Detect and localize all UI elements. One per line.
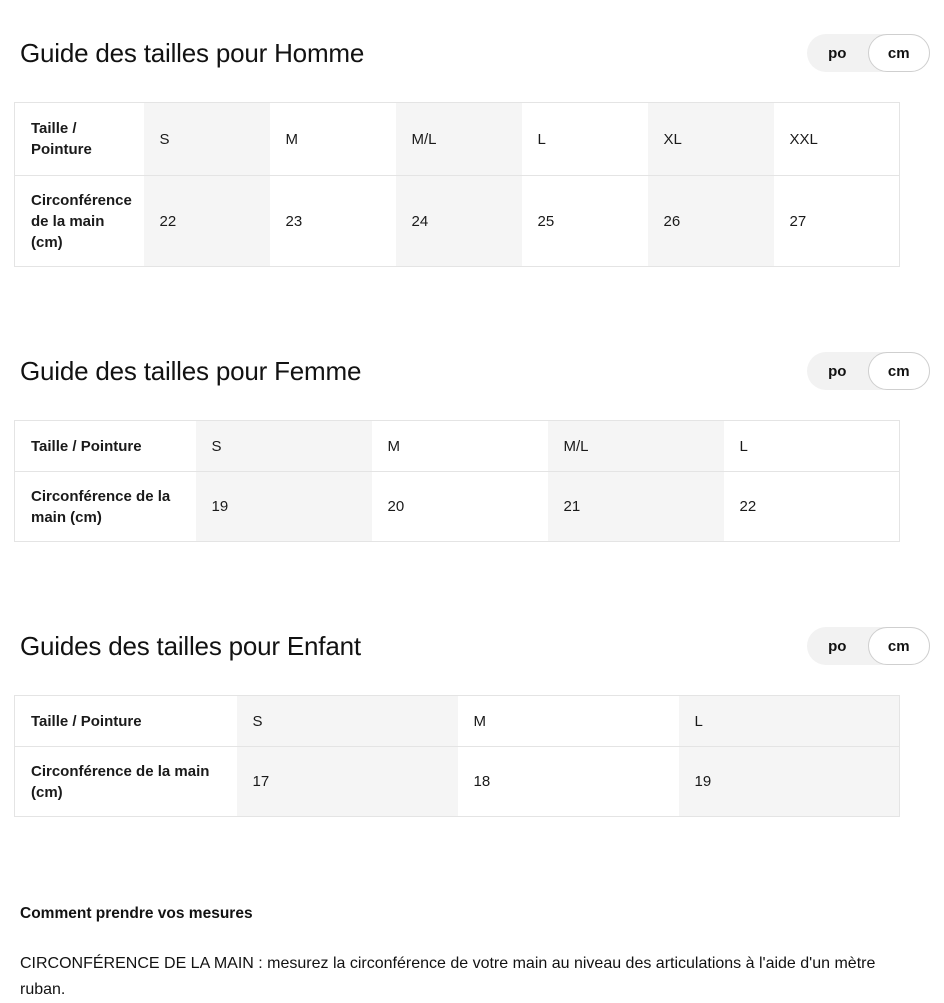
value-cell: 26 bbox=[648, 176, 774, 267]
row-label-size: Taille / Pointure bbox=[31, 120, 92, 158]
size-guide-section-homme bbox=[14, 0, 930, 267]
size-cell: M bbox=[285, 130, 298, 148]
size-table-homme bbox=[14, 102, 900, 267]
row-label-circumference: Circonférence de la main (cm) bbox=[31, 762, 210, 801]
size-guide-section-enfant bbox=[14, 542, 930, 817]
value-cell: 19 bbox=[196, 472, 372, 542]
table-row bbox=[15, 472, 900, 542]
size-guide-section-femme bbox=[14, 267, 930, 542]
size-table-enfant bbox=[14, 695, 900, 817]
table-row bbox=[15, 176, 900, 267]
unit-toggle-enfant[interactable] bbox=[807, 627, 930, 665]
size-cell: S bbox=[196, 421, 372, 472]
value-cell: 20 bbox=[387, 498, 405, 515]
value-cell: 22 bbox=[739, 498, 757, 515]
table-row bbox=[15, 103, 900, 176]
size-cell: M bbox=[387, 437, 400, 455]
section-title-enfant: Guides des tailles pour Enfant bbox=[20, 630, 361, 661]
size-cell: L bbox=[537, 130, 546, 148]
unit-option-po[interactable]: po bbox=[828, 362, 847, 380]
value-cell: 17 bbox=[237, 747, 458, 817]
value-cell: 19 bbox=[679, 747, 900, 817]
unit-option-po[interactable]: po bbox=[828, 44, 847, 62]
measuring-instructions-heading: Comment prendre vos mesures bbox=[20, 905, 253, 922]
size-cell: L bbox=[679, 696, 900, 747]
size-cell: L bbox=[739, 437, 748, 455]
section-title-homme: Guide des tailles pour Homme bbox=[20, 37, 365, 68]
row-label-circumference: Circonférence de la main (cm) bbox=[31, 191, 132, 251]
value-cell: 25 bbox=[537, 212, 555, 230]
row-label-size: Taille / Pointure bbox=[31, 437, 142, 455]
value-cell: 24 bbox=[396, 176, 522, 267]
table-row bbox=[15, 747, 900, 817]
size-cell: S bbox=[237, 696, 458, 747]
size-cell: M/L bbox=[548, 421, 724, 472]
size-cell: XXL bbox=[789, 130, 818, 148]
unit-option-cm[interactable]: cm bbox=[868, 627, 931, 665]
measuring-instructions bbox=[14, 905, 930, 1003]
row-label-size: Taille / Pointure bbox=[31, 712, 142, 730]
value-cell: 21 bbox=[548, 472, 724, 542]
section-title-femme: Guide des tailles pour Femme bbox=[20, 355, 362, 386]
size-cell: S bbox=[144, 103, 270, 176]
value-cell: 18 bbox=[473, 773, 491, 790]
unit-option-cm[interactable]: cm bbox=[868, 34, 931, 72]
value-cell: 22 bbox=[144, 176, 270, 267]
size-cell: M/L bbox=[396, 103, 522, 176]
size-cell: XL bbox=[648, 103, 774, 176]
unit-toggle-homme[interactable] bbox=[807, 34, 930, 72]
table-row bbox=[15, 696, 900, 747]
table-row bbox=[15, 421, 900, 472]
measuring-instructions-body: CIRCONFÉRENCE DE LA MAIN : mesurez la circonférence de votre main au niveau des articulations à l'aide d'un mètre ruban. bbox=[20, 955, 876, 998]
value-cell: 27 bbox=[789, 212, 807, 230]
size-cell: M bbox=[473, 712, 486, 730]
row-label-circumference: Circonférence de la main (cm) bbox=[31, 487, 171, 526]
value-cell: 23 bbox=[285, 212, 303, 230]
unit-toggle-femme[interactable] bbox=[807, 352, 930, 390]
unit-option-po[interactable]: po bbox=[828, 637, 847, 655]
size-table-femme bbox=[14, 420, 900, 542]
unit-option-cm[interactable]: cm bbox=[868, 352, 931, 390]
